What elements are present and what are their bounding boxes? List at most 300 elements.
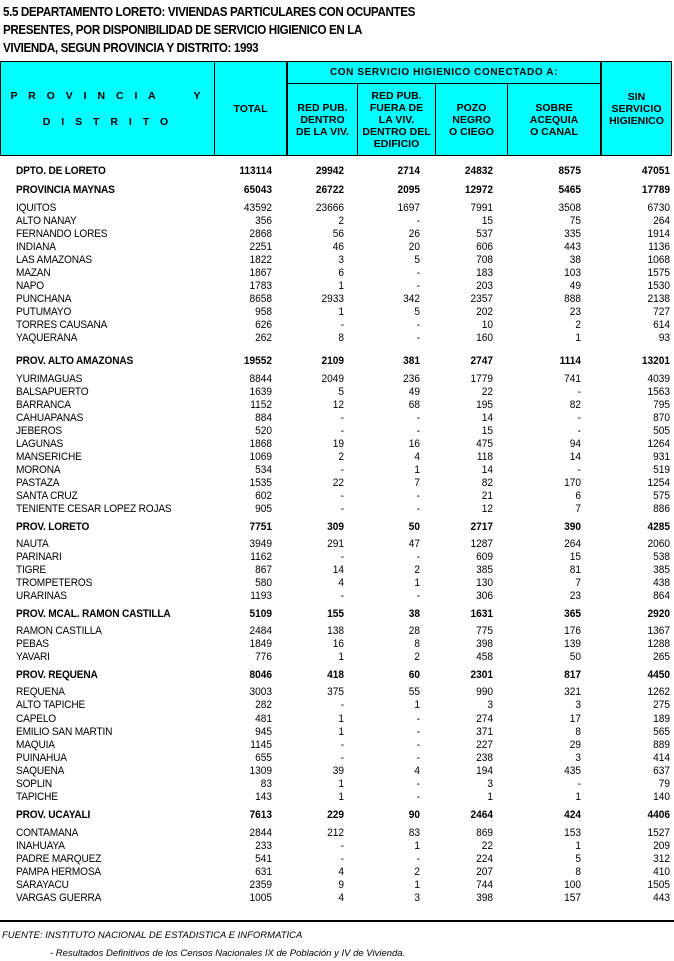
cell-acequia: 3508	[558, 202, 581, 214]
cell-red-fuera: 1	[414, 839, 420, 852]
cell-acequia: 94	[569, 437, 581, 450]
cell-sin-servicio: 1563	[647, 385, 670, 398]
cell-sin-servicio: 312	[653, 852, 670, 865]
cell-red-dentro: 5	[338, 385, 344, 398]
row-label: TROMPETEROS	[16, 577, 93, 590]
cell-acequia: 7	[575, 502, 581, 515]
row-label: FERNANDO LORES	[16, 228, 108, 241]
cell-sin-servicio: 1264	[647, 437, 670, 450]
cell-acequia: 390	[564, 521, 581, 534]
cell-pozo: 606	[476, 241, 493, 254]
cell-sin-servicio: 2138	[647, 293, 670, 306]
cell-pozo: 202	[476, 306, 493, 319]
cell-total: 7613	[249, 808, 272, 821]
table-row	[0, 241, 674, 254]
cell-pozo: 1	[487, 790, 493, 803]
row-label: ALTO TAPICHE	[16, 699, 86, 712]
cell-pozo: 398	[476, 892, 493, 905]
cell-total: 655	[255, 751, 272, 764]
cell-red-fuera: -	[416, 790, 420, 803]
cell-sin-servicio: 1914	[647, 228, 670, 241]
cell-red-dentro: 2933	[321, 293, 344, 306]
cell-total: 580	[255, 577, 272, 590]
cell-total: 541	[255, 852, 272, 865]
cell-red-dentro: -	[340, 551, 344, 564]
cell-red-fuera: -	[416, 590, 420, 603]
table-row-subtotal	[0, 183, 674, 198]
cell-red-fuera: 60	[408, 669, 420, 682]
row-label: BARRANCA	[16, 398, 71, 411]
row-label: VARGAS GUERRA	[16, 892, 102, 905]
row-label: PUTUMAYO	[16, 306, 72, 319]
cell-acequia: 1	[575, 790, 581, 803]
source-note: FUENTE: INSTITUTO NACIONAL DE ESTADISTICA E INFORMATICA	[2, 930, 303, 941]
cell-pozo: 537	[476, 228, 493, 241]
table-row	[0, 280, 674, 293]
cell-acequia: 264	[564, 538, 581, 551]
cell-red-dentro: -	[340, 839, 344, 852]
row-label: ALTO NANAY	[16, 215, 77, 228]
table-body	[0, 164, 674, 905]
cell-total: 19552	[243, 354, 272, 367]
cell-acequia: -	[577, 463, 581, 476]
table-row	[0, 625, 674, 638]
header-line: DENTRO	[300, 113, 345, 126]
table-row	[0, 228, 674, 241]
cell-red-fuera: 381	[403, 354, 420, 367]
table-row	[0, 399, 674, 412]
cell-red-fuera: -	[416, 777, 420, 790]
cell-red-dentro: -	[340, 738, 344, 751]
cell-red-fuera: 49	[408, 385, 420, 398]
cell-sin-servicio: 1575	[647, 267, 670, 280]
row-label: PUINAHUA	[16, 751, 67, 764]
table-row	[0, 699, 674, 712]
cell-pozo: 22	[481, 385, 493, 398]
cell-sin-servicio: 1254	[647, 476, 670, 489]
cell-total: 1822	[249, 254, 272, 267]
cell-acequia: 139	[564, 638, 581, 651]
cell-pozo: 118	[476, 450, 493, 463]
row-label: SAQUENA	[16, 764, 65, 777]
cell-acequia: 424	[564, 808, 581, 821]
cell-red-fuera: -	[416, 502, 420, 515]
cell-sin-servicio: 265	[653, 651, 670, 664]
cell-acequia: 7	[575, 577, 581, 590]
cell-total: 1535	[249, 476, 272, 489]
row-label: BALSAPUERTO	[16, 385, 89, 398]
cell-total: 65043	[243, 184, 272, 196]
cell-red-fuera: -	[416, 280, 420, 293]
cell-red-fuera: -	[416, 215, 420, 228]
table-row	[0, 827, 674, 840]
cell-pozo: 10	[481, 319, 493, 332]
cell-red-dentro: 229	[327, 808, 344, 821]
row-label: CAHUAPANAS	[16, 411, 84, 424]
cell-total: 233	[255, 839, 272, 852]
cell-total: 481	[255, 712, 272, 725]
header-provincia-distrito	[1, 62, 214, 155]
cell-red-fuera: 2095	[397, 184, 420, 196]
header-group-conectado: CON SERVICIO HIGIENICO CONECTADO A:	[329, 66, 559, 78]
cell-red-fuera: 38	[408, 608, 420, 621]
cell-total: 626	[255, 319, 272, 332]
cell-pozo: 207	[476, 865, 493, 878]
cell-acequia: 176	[564, 625, 581, 638]
cell-red-fuera: 2	[414, 651, 420, 664]
cell-total: 602	[255, 489, 272, 502]
table-row-subtotal	[0, 520, 674, 535]
title-line-3: VIVIENDA, SEGUN PROVINCIA Y DISTRITO: 1993	[3, 41, 259, 55]
cell-red-dentro: 22	[332, 476, 344, 489]
cell-total: 8658	[249, 293, 272, 306]
cell-acequia: 49	[569, 280, 581, 293]
cell-sin-servicio: 886	[653, 502, 670, 515]
header-line: RED PUB.	[297, 101, 348, 114]
table-row-subtotal	[0, 668, 674, 683]
row-label: MAQUIA	[16, 738, 55, 751]
row-label: PASTAZA	[16, 476, 60, 489]
cell-red-dentro: 155	[327, 608, 344, 621]
cell-red-fuera: 55	[408, 686, 420, 699]
row-label: LAGUNAS	[16, 437, 64, 450]
cell-sin-servicio: 575	[653, 489, 670, 502]
row-label: NAPO	[16, 280, 44, 293]
header-provincia-label: P R O V I N C I A Y	[10, 89, 205, 102]
cell-total: 113114	[239, 165, 272, 177]
cell-sin-servicio: 140	[653, 790, 670, 803]
row-label: PROVINCIA MAYNAS	[16, 184, 115, 196]
cell-red-fuera: -	[416, 738, 420, 751]
cell-acequia: 321	[564, 686, 581, 699]
cell-total: 867	[255, 564, 272, 577]
cell-acequia: 157	[564, 892, 581, 905]
cell-pozo: 1287	[470, 538, 493, 551]
cell-red-dentro: 309	[327, 521, 344, 534]
cell-pozo: 12	[481, 502, 493, 515]
cell-red-dentro: 8	[338, 332, 344, 345]
cell-acequia: 38	[569, 254, 581, 267]
cell-red-dentro: 1	[338, 790, 344, 803]
cell-acequia: 15	[569, 551, 581, 564]
cell-red-fuera: -	[416, 751, 420, 764]
cell-acequia: -	[577, 411, 581, 424]
cell-sin-servicio: 1505	[647, 879, 670, 892]
cell-pozo: 869	[476, 826, 493, 839]
cell-acequia: 888	[564, 293, 581, 306]
cell-red-fuera: -	[416, 332, 420, 345]
cell-sin-servicio: 565	[653, 725, 670, 738]
cell-red-dentro: -	[340, 489, 344, 502]
table-row	[0, 551, 674, 564]
cell-red-dentro: 291	[327, 538, 344, 551]
cell-red-dentro: 14	[332, 564, 344, 577]
cell-sin-servicio: 727	[653, 306, 670, 319]
row-label: PUNCHANA	[16, 293, 72, 306]
table-row	[0, 254, 674, 267]
cell-pozo: 160	[476, 332, 493, 345]
header-line: RED PUB.	[371, 89, 422, 102]
cell-pozo: 14	[481, 463, 493, 476]
cell-sin-servicio: 275	[653, 699, 670, 712]
cell-red-fuera: 5	[414, 306, 420, 319]
cell-pozo: 458	[476, 651, 493, 664]
cell-total: 1783	[249, 280, 272, 293]
cell-sin-servicio: 4450	[647, 669, 670, 682]
cell-red-dentro: 29942	[315, 165, 344, 177]
header-line: FUERA DE	[369, 101, 424, 114]
cell-sin-servicio: 385	[653, 564, 670, 577]
cell-pozo: 7991	[470, 202, 493, 214]
table-row	[0, 577, 674, 590]
cell-pozo: 203	[476, 280, 493, 293]
cell-acequia: 75	[569, 215, 581, 228]
cell-acequia: 335	[564, 228, 581, 241]
cell-acequia: 817	[564, 669, 581, 682]
table-row	[0, 490, 674, 503]
cell-total: 1193	[250, 590, 272, 603]
cell-red-dentro: 3	[338, 254, 344, 267]
cell-red-fuera: 83	[408, 826, 420, 839]
cell-red-dentro: 4	[338, 892, 344, 905]
cell-red-dentro: 2109	[321, 354, 344, 367]
cell-sin-servicio: 795	[653, 398, 670, 411]
cell-sin-servicio: 17789	[641, 184, 670, 196]
row-label: EMILIO SAN MARTIN	[16, 725, 113, 738]
cell-sin-servicio: 4285	[647, 521, 670, 534]
cell-total: 2868	[249, 228, 272, 241]
footer-rule	[0, 920, 674, 922]
cell-red-dentro: 2049	[321, 372, 344, 385]
row-label: MAZAN	[16, 267, 51, 280]
cell-sin-servicio: 264	[653, 215, 670, 228]
cell-pozo: 385	[476, 564, 493, 577]
cell-red-fuera: 5	[414, 254, 420, 267]
cell-pozo: 15	[481, 215, 493, 228]
table-row-subtotal	[0, 808, 674, 823]
source-detail: - Resultados Definitivos de los Censos Nacionales IX de Población y IV de Vivienda.	[50, 948, 406, 959]
row-label: INAHUAYA	[16, 839, 65, 852]
cell-total: 356	[255, 215, 272, 228]
table-row	[0, 464, 674, 477]
cell-total: 1152	[250, 398, 272, 411]
row-label: YURIMAGUAS	[16, 372, 83, 385]
table-row	[0, 477, 674, 490]
cell-total: 143	[255, 790, 272, 803]
cell-red-dentro: 418	[327, 669, 344, 682]
cell-red-fuera: -	[416, 551, 420, 564]
cell-total: 2251	[249, 241, 272, 254]
cell-sin-servicio: 209	[653, 839, 670, 852]
cell-red-dentro: -	[340, 502, 344, 515]
row-label: NAUTA	[16, 538, 49, 551]
cell-sin-servicio: 414	[653, 751, 670, 764]
cell-pozo: 2717	[470, 521, 493, 534]
cell-pozo: 82	[481, 476, 493, 489]
table-row	[0, 412, 674, 425]
cell-acequia: 8	[575, 725, 581, 738]
row-label: PADRE MARQUEZ	[16, 852, 102, 865]
header-line: HIGIENICO	[609, 114, 664, 127]
cell-red-dentro: 6	[338, 267, 344, 280]
cell-sin-servicio: 1262	[647, 686, 670, 699]
cell-red-fuera: 26	[408, 228, 420, 241]
cell-pozo: 775	[476, 625, 493, 638]
cell-acequia: 3	[575, 751, 581, 764]
cell-acequia: 741	[564, 372, 581, 385]
cell-pozo: 21	[481, 489, 493, 502]
table-row	[0, 215, 674, 228]
header-line: DENTRO DEL	[362, 125, 431, 138]
row-label: SOPLIN	[16, 777, 53, 790]
header-line: EDIFICIO	[373, 137, 420, 150]
cell-red-fuera: 2	[414, 865, 420, 878]
cell-total: 262	[255, 332, 272, 345]
cell-red-dentro: -	[340, 852, 344, 865]
cell-pozo: 990	[476, 686, 493, 699]
cell-acequia: 443	[564, 241, 581, 254]
table-row	[0, 306, 674, 319]
row-label: MORONA	[16, 463, 61, 476]
cell-total: 43592	[243, 202, 272, 214]
cell-total: 905	[255, 502, 272, 515]
table-row	[0, 373, 674, 386]
cell-acequia: 8	[575, 865, 581, 878]
cell-acequia: 3	[575, 699, 581, 712]
header-red-pub-fuera	[358, 84, 435, 155]
table-row	[0, 778, 674, 791]
table-row-subtotal	[0, 164, 674, 179]
cell-pozo: 12972	[464, 184, 493, 196]
cell-sin-servicio: 538	[653, 551, 670, 564]
cell-sin-servicio: 189	[653, 712, 670, 725]
cell-acequia: -	[577, 424, 581, 437]
cell-red-dentro: -	[340, 590, 344, 603]
table-row	[0, 590, 674, 603]
row-label: TENIENTE CESAR LOPEZ ROJAS	[16, 502, 172, 515]
table-row	[0, 892, 674, 905]
cell-red-fuera: 1	[414, 463, 420, 476]
table-row	[0, 538, 674, 551]
cell-red-dentro: 9	[338, 879, 344, 892]
cell-pozo: 183	[476, 267, 493, 280]
row-label: LAS AMAZONAS	[16, 254, 92, 267]
cell-total: 1162	[250, 551, 272, 564]
row-label: CONTAMANA	[16, 826, 79, 839]
cell-total: 631	[255, 865, 272, 878]
cell-red-fuera: -	[416, 852, 420, 865]
table-row	[0, 686, 674, 699]
cell-red-fuera: 90	[408, 808, 420, 821]
cell-sin-servicio: 4039	[647, 372, 670, 385]
cell-red-fuera: -	[416, 267, 420, 280]
cell-red-dentro: 4	[338, 577, 344, 590]
cell-red-fuera: -	[416, 319, 420, 332]
table-row	[0, 319, 674, 332]
cell-pozo: 195	[476, 398, 493, 411]
cell-red-fuera: 16	[408, 437, 420, 450]
cell-pozo: 475	[476, 437, 493, 450]
cell-total: 2359	[249, 879, 272, 892]
header-line: LA VIV.	[378, 113, 415, 126]
cell-red-fuera: -	[416, 712, 420, 725]
cell-red-fuera: 342	[403, 293, 420, 306]
cell-sin-servicio: 443	[653, 892, 670, 905]
cell-red-fuera: -	[416, 725, 420, 738]
cell-acequia: 50	[569, 651, 581, 664]
table-row	[0, 638, 674, 651]
cell-red-dentro: 1	[338, 777, 344, 790]
header-sobre-acequia	[508, 84, 600, 155]
cell-pozo: 2357	[470, 293, 493, 306]
row-label: SARAYACU	[16, 879, 69, 892]
cell-pozo: 24832	[464, 165, 493, 177]
header-distrito-label: D I S T R I T O	[42, 115, 173, 128]
cell-sin-servicio: 931	[653, 450, 670, 463]
cell-acequia: 23	[569, 590, 581, 603]
cell-sin-servicio: 6730	[647, 202, 670, 214]
cell-red-dentro: 2	[338, 450, 344, 463]
cell-acequia: 2	[575, 319, 581, 332]
header-line: NEGRO	[452, 113, 491, 126]
row-label: URARINAS	[16, 590, 67, 603]
cell-red-fuera: 1	[414, 879, 420, 892]
cell-total: 1867	[249, 267, 272, 280]
cell-total: 5109	[249, 608, 272, 621]
cell-acequia: 29	[569, 738, 581, 751]
cell-sin-servicio: 79	[658, 777, 670, 790]
cell-total: 884	[255, 411, 272, 424]
cell-acequia: 1	[575, 839, 581, 852]
row-label: YAQUERANA	[16, 332, 78, 345]
cell-sin-servicio: 1367	[647, 625, 670, 638]
cell-sin-servicio: 519	[653, 463, 670, 476]
cell-total: 3003	[249, 686, 272, 699]
table-row	[0, 386, 674, 399]
cell-pozo: 2301	[470, 669, 493, 682]
cell-red-fuera: 28	[408, 625, 420, 638]
cell-total: 1849	[249, 638, 272, 651]
cell-sin-servicio: 13201	[641, 354, 670, 367]
cell-acequia: -	[577, 385, 581, 398]
row-label: TIGRE	[16, 564, 47, 577]
cell-red-fuera: 236	[403, 372, 420, 385]
table-row	[0, 765, 674, 778]
cell-total: 2484	[249, 625, 272, 638]
row-label: YAVARI	[16, 651, 50, 664]
cell-acequia: -	[577, 777, 581, 790]
cell-pozo: 744	[476, 879, 493, 892]
cell-sin-servicio: 47051	[641, 165, 670, 177]
row-label: SANTA CRUZ	[16, 489, 78, 502]
cell-pozo: 274	[476, 712, 493, 725]
cell-red-dentro: 1	[338, 651, 344, 664]
cell-red-fuera: 1697	[397, 202, 420, 214]
table-row	[0, 791, 674, 804]
cell-sin-servicio: 1527	[647, 826, 670, 839]
cell-acequia: 5	[575, 852, 581, 865]
cell-acequia: 1	[575, 332, 581, 345]
table-row	[0, 451, 674, 464]
cell-red-dentro: -	[340, 751, 344, 764]
cell-total: 2844	[249, 826, 272, 839]
cell-pozo: 3	[487, 699, 493, 712]
cell-total: 776	[255, 651, 272, 664]
cell-sin-servicio: 2060	[647, 538, 670, 551]
table-row	[0, 840, 674, 853]
cell-sin-servicio: 1288	[647, 638, 670, 651]
cell-total: 3949	[249, 538, 272, 551]
